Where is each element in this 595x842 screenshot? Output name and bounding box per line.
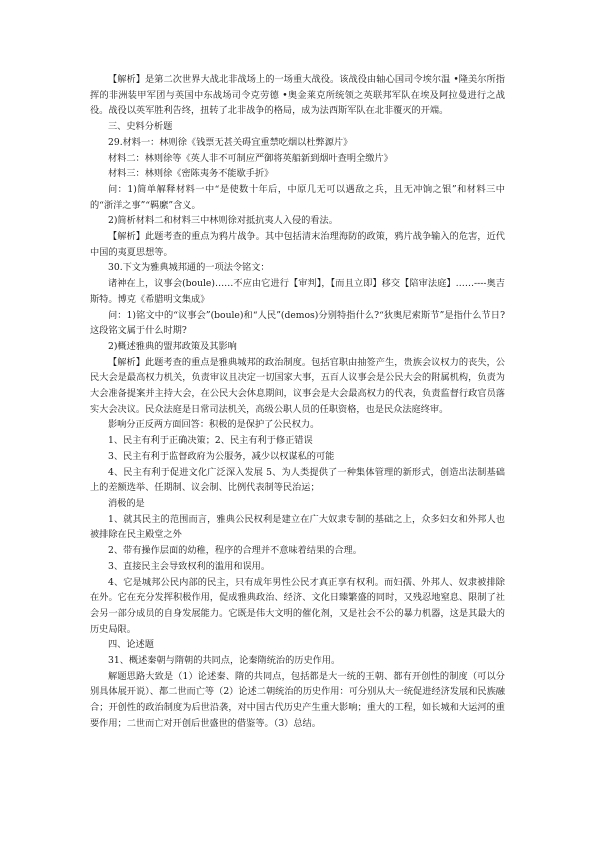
negative-point-1: 1、就其民主的范围而言，雅典公民权利是建立在广大奴隶专制的基础之上，众多妇女和外邦人也被排除在民主殿堂之外 [90, 513, 505, 541]
question-31-answer-outline: 解题思路大致是（1）论述秦、隋的共同点，包括都是大一统的王朝、都有开创性的制度（可以分别具体展开说）、都二世而亡等（2）论述二朝统治的历史作用：可分别从大一统促进经济发展和民族融合；开创性的政治制度为后世沿袭，对中国古代历史产生重大影响；重大的工程，如长城和大运河的重要作用；二世而亡对开创后世盛世的借鉴等。（3）总结。 [90, 670, 505, 729]
negative-point-2: 2、带有操作层面的幼稚，程序的合理并不意味着结果的合理。 [108, 545, 362, 557]
analysis-paragraph: 【解析】是第二次世界大战北非战场上的一场重大战役。该战役由轴心国司令埃尔温 •隆美尔所指挥的非洲装甲军团与英国中东战场司令克劳德 •奥金莱克所统领之英联邦军队在埃及阿拉曼进行之战役。战役以英军胜利告终，扭转了北非战争的格局，成为法西斯军队在北非覆灭的开端。 [90, 74, 505, 117]
question-31: 31、概述秦朝与隋朝的共同点，论秦隋统治的历史作用。 [108, 655, 341, 667]
question-30-analysis: 【解析】此题考查的重点是雅典城邦的政治制度。包括官职由抽签产生，贵族会议权力的丧失，公民大会是最高权力机关，负责审议且决定一切国家大事，五百人议事会是公民大会的附属机构，负责为大会准备提案并主持大会，在公民大会休息期间，议事会是大会最高权力的代表，负责监督行政官员落实大会决议。民众法庭是日常司法机关，高级公职人员的任职资格，也是民众法庭终审。 [90, 356, 505, 415]
question-30-intro: 30.下文为雅典城邦通的一项法令铭文： [108, 262, 270, 274]
question-29-material-2: 材料二：林则徐等《英人非不可制应严御将英船新到烟叶查明全缴片》 [108, 152, 393, 164]
question-30-inscription: 诸神在上，议事会(boule)……不应由它进行【审判】，【而且立即】移交【陪审法庭】……----奥吉斯特。博克《希腊明文集成》 [90, 278, 505, 305]
question-29-analysis: 【解析】此题考查的重点为鸦片战争。其中包括清末治理海防的政策，鸦片战争输入的危害，近代中国的夷夏思想等。 [90, 231, 505, 258]
negative-point-3: 3、直接民主会导致权利的滥用和误用。 [108, 560, 271, 572]
section-heading-essay: 四、论述题 [108, 639, 154, 651]
question-30-ask-1: 问：1)铭文中的“议事会”(boule)和“人民”(demos)分别特指什么?“狄奥尼索斯节”是指什么节日?这段铭文属于什么时期? [90, 309, 505, 337]
question-29-material-3: 材料三：林则徐《密陈夷务不能歇手折》 [108, 168, 274, 180]
question-29-ask-2: 2)简析材料二和材料三中林则徐对抵抗夷人入侵的看法。 [108, 215, 338, 227]
document-page [90, 72, 505, 732]
positive-point-4-5: 4、民主有利于促进文化广泛深入发展 5、为人类提供了一种集体管理的新形式，创造出法制基础上的差额选举、任期制、议会制、比例代表制等民治运； [90, 466, 505, 494]
positive-point-1-2: 1、民主有利于正确决策；2、民主有利于修正错误 [108, 435, 313, 447]
section-heading-source-analysis: 三、史料分析题 [108, 121, 173, 133]
question-29-material-1: 29.材料一：林则徐《钱票无甚关碍宜重禁吃烟以杜弊源片》 [108, 136, 353, 148]
impact-summary: 影响分正反两方面回答：积极的是保护了公民权力。 [108, 419, 320, 431]
negative-point-4: 4、它是城邦公民内部的民主，只有成年男性公民才真正享有权利。而妇孺、外邦人、奴隶被排除在外。它在充分发挥积极作用，促成雅典政治、经济、文化日臻繁盛的同时，又残忍地窒息、限制了社会另一部分成员的自身发展能力。它既是伟大文明的催化剂，又是社会不公的暴力机器，这是其最大的历史局限。 [90, 576, 505, 635]
question-29-ask-1: 问：1)简单解释材料一中“是使数十年后，中原几无可以遇敌之兵，且无冲饷之银”和材料三中的“浙洋之事”“羁縻”含义。 [90, 183, 505, 211]
positive-point-3: 3、民主有利于监督政府为公服务，减少以权谋私的可能 [108, 450, 335, 462]
question-30-ask-2: 2)概述雅典的盟邦政策及其影响 [108, 340, 237, 352]
negative-heading: 消极的是 [108, 497, 145, 509]
